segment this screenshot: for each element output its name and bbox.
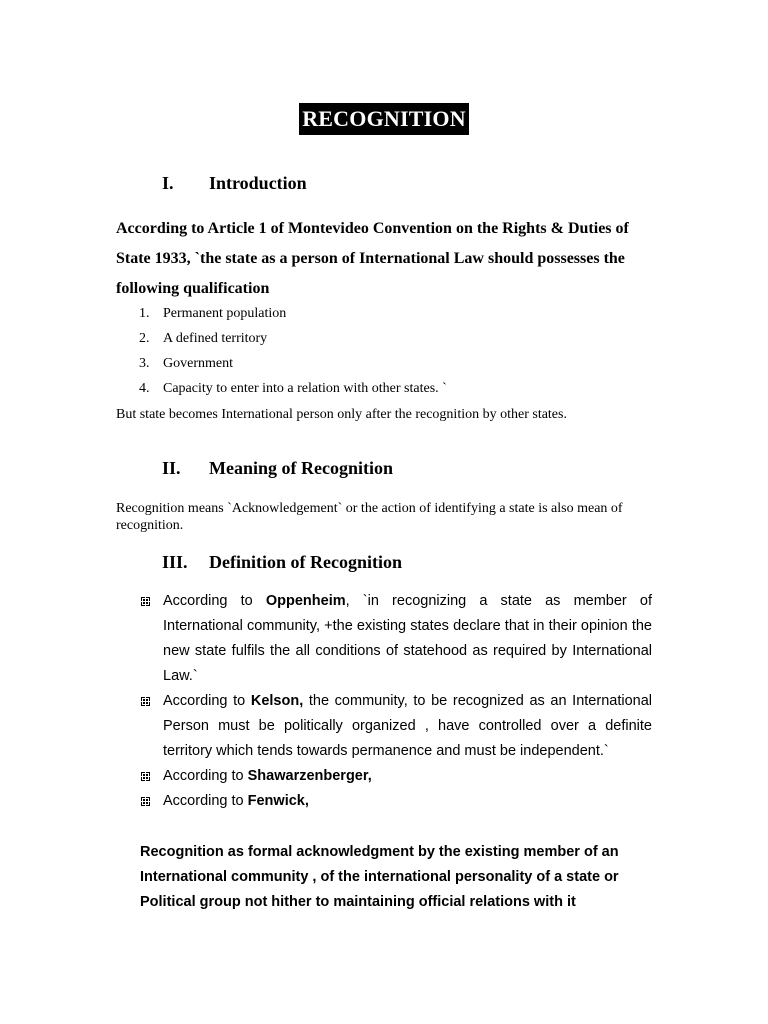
list-item [139, 328, 447, 353]
definition-text: , `in recognizing a state as member of International community, +the existing states declare that in their opinion the new state fulfils the all conditions of statehood as required by International Law.` [163, 593, 652, 684]
square-grid-bullet-icon [141, 772, 150, 781]
intro-paragraph: According to Article 1 of Montevideo Convention on the Rights & Duties of State 1933, `the state as a person of International Law should possesses the following qualification [116, 220, 629, 297]
definition-prefix: According to [163, 693, 251, 709]
author-name: Fenwick, [247, 793, 309, 809]
list-item [139, 378, 447, 403]
definition-text: the community, to be recognized as an International Person must be politically organized , have controlled over a definite territory which tends towards permanence and must be independent.` [163, 693, 652, 759]
list-item [139, 353, 447, 378]
square-grid-bullet-icon [141, 597, 150, 606]
section-heading-meaning [162, 457, 393, 479]
section-title: Definition of Recognition [209, 552, 402, 572]
definition-item-fenwick [140, 789, 652, 814]
section-heading-introduction [162, 172, 307, 194]
list-number: 4. [139, 381, 150, 396]
fenwick-definition-text: Recognition as formal acknowledgment by the existing member of an International community , of the international personality of a state or Political group not hither to maintaining official relations with it [140, 844, 619, 910]
definition-item-kelson [140, 689, 652, 764]
definition-item-shawarzenberger [140, 764, 652, 789]
list-number: 1. [139, 306, 150, 321]
section-number: I. [162, 173, 174, 193]
definition-list [140, 589, 652, 814]
qualification-list [139, 303, 447, 403]
definition-item-oppenheim [140, 589, 652, 689]
definition-prefix: According to [163, 593, 266, 609]
list-text: Capacity to enter into a relation with other states. ` [163, 381, 447, 396]
list-text: Permanent population [163, 306, 287, 321]
author-name: Kelson, [250, 693, 304, 709]
list-text: A defined territory [163, 331, 268, 346]
list-number: 2. [139, 331, 150, 346]
list-number: 3. [139, 356, 150, 371]
section-number: II. [162, 458, 181, 478]
square-grid-bullet-icon [141, 697, 150, 706]
title-container [0, 103, 768, 135]
section-heading-definition [162, 551, 402, 573]
author-name: Oppenheim [265, 593, 346, 609]
author-name: Shawarzenberger, [247, 768, 372, 784]
section-title: Meaning of Recognition [209, 458, 393, 478]
square-grid-bullet-icon [141, 797, 150, 806]
list-item [139, 303, 447, 328]
definition-prefix: According to [163, 793, 248, 809]
intro-closing-text: But state becomes International person only after the recognition by other states. [116, 407, 567, 422]
meaning-text: Recognition means `Acknowledgement` or the action of identifying a state is also mean of recognition. [116, 501, 623, 533]
definition-prefix: According to [163, 768, 248, 784]
section-number: III. [162, 552, 188, 572]
list-text: Government [163, 356, 233, 371]
section-title: Introduction [209, 173, 307, 193]
document-title: RECOGNITION [299, 103, 469, 135]
